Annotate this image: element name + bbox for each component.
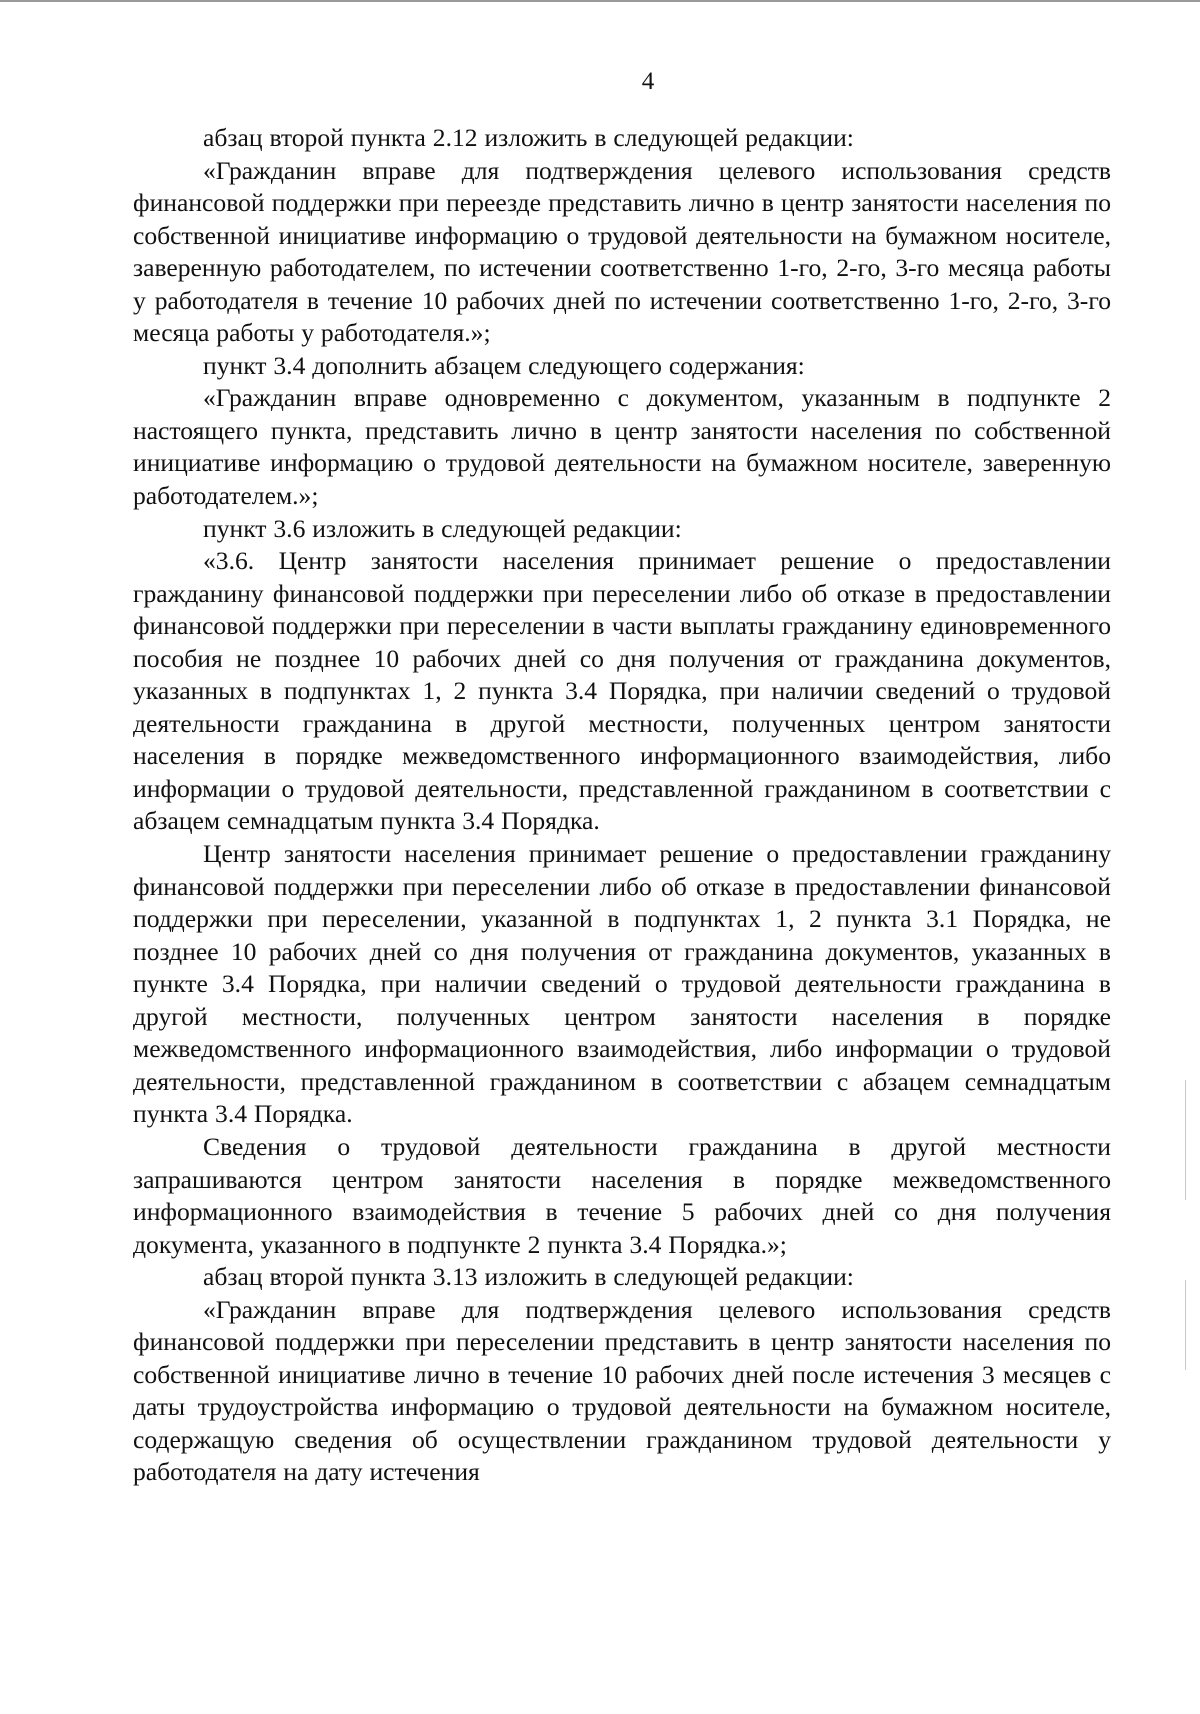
- document-page: [133, 66, 1111, 1489]
- paragraph-instruction-2-12: абзац второй пункта 2.12 изложить в следующей редакции:: [203, 123, 854, 152]
- paragraph-quote-3-4: «Гражданин вправе одновременно с документом, указанным в подпункте 2 настоящего пункта, представить лично в центр занятости населения по собственной инициативе информацию о трудовой деятельности на бумажном носителе, заверенную работодателем.»;: [133, 383, 1111, 511]
- scan-edge-mark: [1185, 1080, 1186, 1200]
- paragraph-instruction-3-4: пункт 3.4 дополнить абзацем следующего содержания:: [203, 350, 805, 380]
- paragraph-quote-3-6-part-3: Сведения о трудовой деятельности гражданина в другой местности запрашиваются центром занятости населения в порядке межведомственного информационного взаимодействия в течение 5 рабочих дней со дня получения документа, указанного в подпункте 2 пункта 3.4 Порядка.»;: [133, 1131, 1111, 1259]
- paragraph-quote-3-6-part-1: «3.6. Центр занятости населения принимает решение о предоставлении гражданину финансовой поддержки при переселении либо об отказе в предоставлении финансовой поддержки при переселении в части выплаты гражданину единовременного пособия не позднее 10 рабочих дней со дня получения от гражданина документов, указанных в подпунктах 1, 2 пункта 3.4 Порядка, при наличии сведений о трудовой деятельности гражданина в другой местности, полученных центром занятости населения в порядке межведомственного информационного взаимодействия, либо информации о трудовой деятельности, представленной гражданином в соответствии с абзацем семнадцатым пункта 3.4 Порядка.: [133, 546, 1111, 836]
- scan-edge-mark: [1185, 1280, 1186, 1370]
- page-number: 4: [641, 68, 655, 95]
- paragraph-instruction-3-13: абзац второй пункта 3.13 изложить в следующей редакции:: [203, 1262, 854, 1292]
- scan-top-edge: [0, 0, 1200, 2]
- paragraph-quote-2-12: «Гражданин вправе для подтверждения целевого использования средств финансовой поддержки при переезде представить лично в центр занятости населения по собственной инициативе информацию о трудовой деятельности на бумажном носителе, заверенную работодателем, по истечении соответственно 1-го, 2-го, 3-го месяца работы у работодателя в течение 10 рабочих дней по истечении соответственно 1-го, 2-го, 3-го месяца работы у работодателя.»;: [133, 155, 1111, 348]
- paragraph-instruction-3-6: пункт 3.6 изложить в следующей редакции:: [203, 513, 682, 543]
- paragraph-quote-3-6-part-2: Центр занятости населения принимает решение о предоставлении гражданину финансовой поддержки при переселении либо об отказе в предоставлении финансовой поддержки при переселении, указанной в подпунктах 1, 2 пункта 3.1 Порядка, не позднее 10 рабочих дней со дня получения от гражданина документов, указанных в пункте 3.4 Порядка, при наличии сведений о трудовой деятельности гражданина в другой местности, полученных центром занятости населения в порядке межведомственного информационного взаимодействия, либо информации о трудовой деятельности, представленной гражданином в соответствии с абзацем семнадцатым пункта 3.4 Порядка.: [133, 839, 1111, 1129]
- paragraph-quote-3-13: «Гражданин вправе для подтверждения целевого использования средств финансовой поддержки при переселении представить в центр занятости населения по собственной инициативе лично в течение 10 рабочих дней после истечения 3 месяцев с даты трудоустройства информацию о трудовой деятельности на бумажном носителе, содержащую сведения об осуществлении гражданином трудовой деятельности у работодателя на дату истечения: [133, 1294, 1111, 1487]
